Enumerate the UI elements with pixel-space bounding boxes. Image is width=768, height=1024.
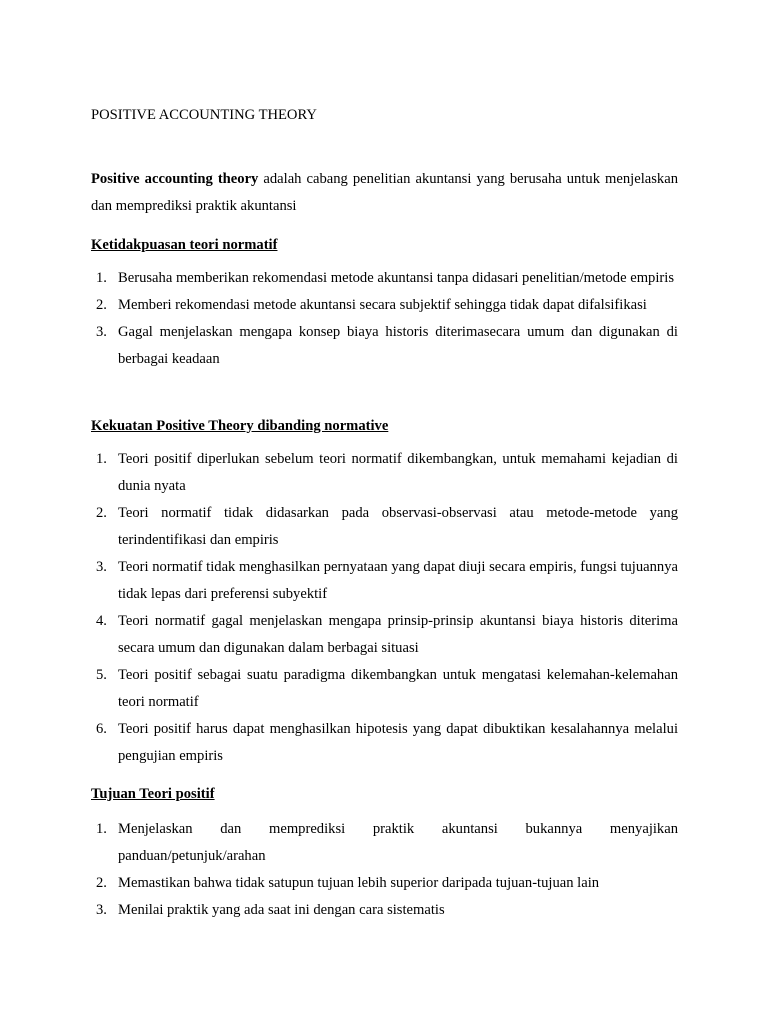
list-item (91, 662, 678, 716)
list-item-text: Memberi rekomendasi metode akuntansi secara subjektif sehingga tidak dapat difalsifikasi (118, 297, 647, 313)
list-item-text: Teori normatif gagal menjelaskan mengapa prinsip-prinsip akuntansi biaya historis diterima secara umum dan digunakan dalam berbagai situasi (118, 613, 678, 656)
list-tujuan (91, 816, 678, 924)
list-item-number: 2. (96, 505, 107, 521)
intro-paragraph (91, 166, 678, 220)
list-item-number: 4. (96, 613, 107, 629)
list-item-number: 1. (96, 821, 107, 837)
list-item-number: 1. (96, 451, 107, 467)
list-item (91, 554, 678, 608)
list-item-text: Menjelaskan dan memprediksi praktik akuntansi bukannya menyajikan panduan/petunjuk/arahan (118, 821, 678, 864)
section-heading-ketidakpuasan: Ketidakpuasan teori normatif (91, 237, 278, 253)
document-title: POSITIVE ACCOUNTING THEORY (91, 107, 317, 123)
list-kekuatan (91, 446, 678, 770)
list-item (91, 292, 678, 319)
list-item (91, 446, 678, 500)
list-item-number: 2. (96, 875, 107, 891)
list-item-text: Teori positif harus dapat menghasilkan hipotesis yang dapat dibuktikan kesalahannya melalui pengujian empiris (118, 721, 678, 764)
list-item-text: Teori positif diperlukan sebelum teori normatif dikembangkan, untuk memahami kejadian di dunia nyata (118, 451, 678, 494)
list-item-number: 2. (96, 297, 107, 313)
list-item-number: 3. (96, 324, 107, 340)
list-item-text: Teori positif sebagai suatu paradigma dikembangkan untuk mengatasi kelemahan-kelemahan teori normatif (118, 667, 678, 710)
list-item-text: Menilai praktik yang ada saat ini dengan cara sistematis (118, 902, 445, 918)
list-item (91, 897, 678, 924)
list-item (91, 870, 678, 897)
intro-bold-term: Positive accounting theory (91, 171, 259, 187)
list-item-text: Berusaha memberikan rekomendasi metode akuntansi tanpa didasari penelitian/metode empiris (118, 270, 675, 286)
intro-text: adalah cabang penelitian akuntansi yang berusaha untuk menjelaskan dan memprediksi praktik akuntansi (91, 171, 678, 214)
list-item-text: Teori normatif tidak menghasilkan pernyataan yang dapat diuji secara empiris, fungsi tujuannya tidak lepas dari preferensi subyektif (118, 559, 678, 602)
list-item-number: 3. (96, 559, 107, 575)
list-item-number: 5. (96, 667, 107, 683)
list-item (91, 816, 678, 870)
list-item (91, 265, 678, 292)
list-item (91, 608, 678, 662)
list-ketidakpuasan (91, 265, 678, 373)
list-item (91, 716, 678, 770)
list-item-text: Gagal menjelaskan mengapa konsep biaya historis diterimasecara umum dan digunakan di berbagai keadaan (118, 324, 678, 367)
list-item-text: Teori normatif tidak didasarkan pada observasi-observasi atau metode-metode yang terindentifikasi dan empiris (118, 505, 678, 548)
list-item-number: 6. (96, 721, 107, 737)
list-item (91, 319, 678, 373)
section-heading-tujuan: Tujuan Teori positif (91, 786, 215, 802)
section-heading-kekuatan: Kekuatan Positive Theory dibanding normative (91, 418, 389, 434)
list-item (91, 500, 678, 554)
list-item-number: 1. (96, 270, 107, 286)
list-item-text: Memastikan bahwa tidak satupun tujuan lebih superior daripada tujuan-tujuan lain (118, 875, 600, 891)
list-item-number: 3. (96, 902, 107, 918)
